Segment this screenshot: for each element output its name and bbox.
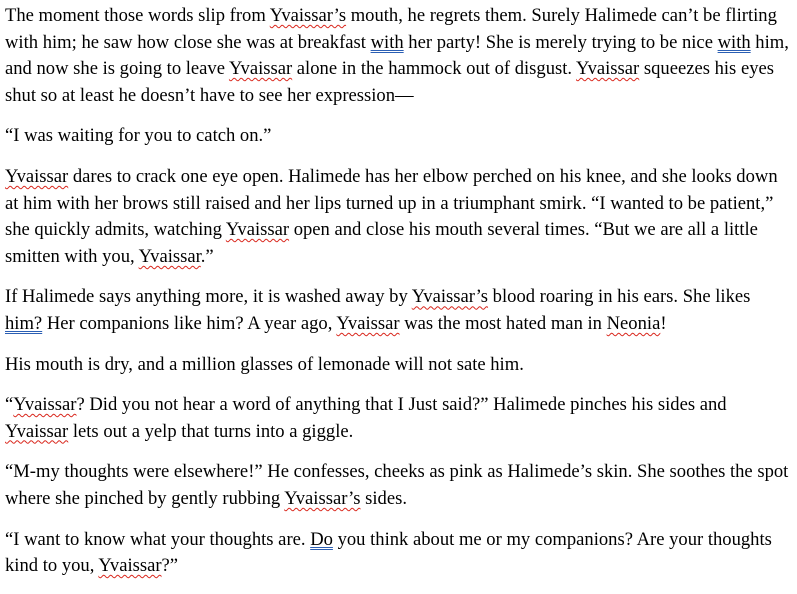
text-run: alone in the hammock out of disgust. (292, 58, 577, 80)
spelling-flagged-word[interactable]: Yvaissar’s (411, 286, 489, 308)
text-run: lets out a yelp that turns into a giggle. (68, 420, 354, 442)
spelling-flagged-word[interactable]: Yvaissar’s (269, 5, 347, 26)
text-run: If Halimede says anything more, it is washed away by (5, 286, 412, 308)
spelling-flagged-word[interactable]: Yvaissar (98, 555, 162, 577)
paragraph-4 (5, 284, 789, 337)
spelling-flagged-word[interactable]: Yvaissar (576, 58, 640, 80)
grammar-flagged-word[interactable]: with (717, 31, 751, 53)
text-run: His mouth is dry, and a million glasses of lemonade will not sate him. (5, 353, 524, 375)
paragraph-6 (5, 392, 789, 445)
paragraph-2 (5, 123, 789, 150)
spelling-flagged-word[interactable]: Yvaissar (5, 420, 69, 442)
text-run: him, and now she is going to leave (5, 31, 789, 80)
text-run: Her companions like him? A year ago, (42, 312, 337, 334)
paragraph-3 (5, 164, 789, 270)
text-run: open and close his mouth several times. “But we are all a little smitten with you, (5, 219, 758, 267)
paragraph-7 (5, 459, 789, 512)
paragraph-1 (5, 3, 789, 109)
text-run: dares to crack one eye open. Halimede has her elbow perched on his knee, and she looks down at him with her brows still raised and her lips turned up in a triumphant smirk. “I wanted to be patient,” she quickly admits, watching (5, 165, 778, 241)
spelling-flagged-word[interactable]: Yvaissar (138, 245, 201, 267)
grammar-flagged-word[interactable]: Do (310, 528, 333, 550)
text-run: mouth, he regrets them. Surely Halimede can’t be flirting with him; he saw how close she was at breakfast (5, 5, 777, 53)
text-run: “I want to know what your thoughts are. (5, 528, 311, 550)
spelling-flagged-word[interactable]: Neonia (606, 312, 661, 334)
text-run: “M-my thoughts were elsewhere!” He confesses, cheeks as pink as Halimede’s skin. She soothes the spot where she pinched by gently rubbing (5, 461, 789, 509)
text-run: her party! She is merely trying to be nice (403, 31, 718, 53)
grammar-flagged-word[interactable]: him? (5, 312, 43, 334)
spelling-flagged-word[interactable]: Yvaissar (336, 312, 400, 334)
text-run: blood roaring in his ears. She likes (488, 286, 751, 308)
text-run: squeezes his eyes shut so at least he doesn’t have to see her expression— (5, 58, 774, 106)
spelling-flagged-word[interactable]: Yvaissar (5, 165, 69, 187)
text-run: sides. (360, 487, 407, 509)
text-run: ! (660, 312, 667, 334)
text-run: “ (5, 394, 14, 416)
spelling-flagged-word[interactable]: Yvaissar’s (284, 487, 361, 509)
paragraph-8 (5, 527, 789, 580)
paragraph-5 (5, 352, 789, 379)
spelling-flagged-word[interactable]: Yvaissar (228, 58, 293, 80)
text-run: .” (200, 245, 214, 267)
text-run: ?” (161, 555, 179, 577)
text-run: was the most hated man in (399, 312, 607, 334)
text-run: “I was waiting for you to catch on.” (5, 125, 272, 147)
spelling-flagged-word[interactable]: Yvaissar (225, 219, 290, 241)
text-run: you think about me or my companions? Are your thoughts kind to you, (5, 528, 772, 577)
grammar-flagged-word[interactable]: with (370, 31, 404, 53)
text-run: ? Did you not hear a word of anything that I Just said?” Halimede pinches his sides and (76, 394, 727, 416)
document-body (5, 0, 789, 594)
spelling-flagged-word[interactable]: Yvaissar (13, 394, 77, 416)
text-run: The moment those words slip from (5, 5, 270, 26)
